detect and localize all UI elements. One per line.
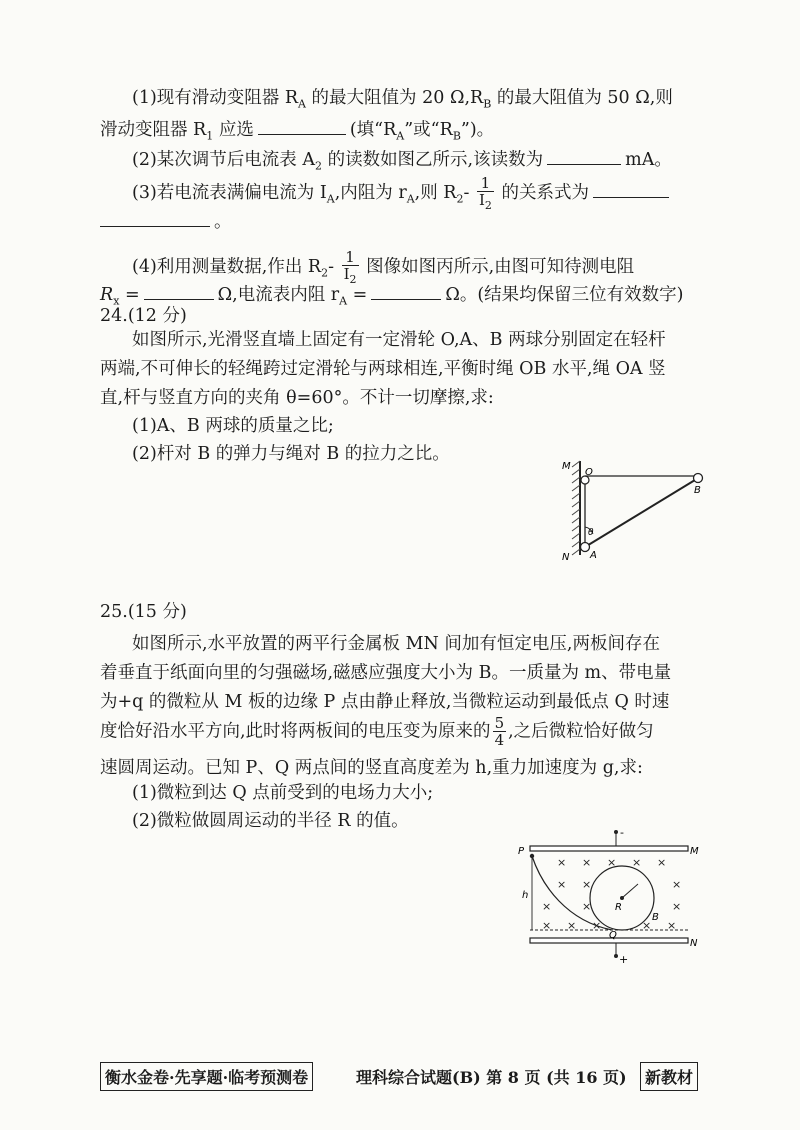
text: 的关系式为 <box>495 183 589 203</box>
num: 5 <box>494 714 505 732</box>
q23-part3-line2 <box>100 212 232 232</box>
q25-figure <box>512 826 712 966</box>
footer-series-label: 衡水金卷·先享题·临考预测卷 <box>100 1062 313 1091</box>
q25-text-line3: 为+q 的微粒从 M 板的边缘 P 点由静止释放,当微粒运动到最低点 Q 时速 <box>100 692 670 712</box>
label-b: B <box>694 485 701 496</box>
sub: A <box>298 97 306 111</box>
label-m: M <box>562 461 571 472</box>
q24-sub1: (1)A、B 两球的质量之比; <box>132 416 334 436</box>
text: ”)。 <box>460 120 495 140</box>
q24-text-line3: 直,杆与竖直方向的夹角 θ=60°。不计一切摩擦,求: <box>100 388 494 408</box>
cross: × <box>657 856 667 869</box>
text: 。 <box>214 212 232 232</box>
sub: x <box>113 294 120 308</box>
cross: × <box>557 856 567 869</box>
cross: × <box>672 900 682 913</box>
q25-text-line4 <box>100 716 654 748</box>
q23-part1-line2 <box>100 120 494 142</box>
sub: B <box>452 129 461 143</box>
q25-header: 25.(15 分) <box>100 602 187 622</box>
text: (2)某次调节后电流表 A <box>132 150 315 170</box>
cross: × <box>592 919 602 932</box>
text: Ω,电流表内阻 r <box>217 285 340 305</box>
cross: × <box>582 856 592 869</box>
cross: × <box>672 878 682 891</box>
ball-a <box>581 543 590 552</box>
text: 图像如图丙所示,由图可知待测电阻 <box>360 257 635 277</box>
sub: 2 <box>456 192 464 206</box>
plate-m <box>530 846 688 851</box>
sub: A <box>326 192 335 206</box>
cross: × <box>542 919 552 932</box>
text: (1)现有滑动变阻器 R <box>132 88 299 108</box>
terminal-bottom-dot <box>614 954 618 958</box>
text: I <box>478 191 485 209</box>
sub: A <box>406 192 415 206</box>
text: 应选 <box>213 120 254 140</box>
num: 1 <box>480 174 491 192</box>
q24-header: 24.(12 分) <box>100 306 187 326</box>
text: (4)利用测量数据,作出 R <box>132 257 322 277</box>
label-b2: B <box>652 912 659 923</box>
label-o: O <box>585 467 593 478</box>
cross: × <box>642 919 652 932</box>
fraction <box>342 250 359 285</box>
text: ,则 R <box>414 183 457 203</box>
text: - <box>463 183 475 203</box>
cross: × <box>667 919 677 932</box>
text: ,内阻为 r <box>334 183 407 203</box>
sub: 2 <box>484 199 492 212</box>
q25-text-line5: 速圆周运动。已知 P、Q 两点间的竖直高度差为 h,重力加速度为 g,求: <box>100 758 643 778</box>
q23-part4 <box>132 250 634 285</box>
answer-blank[interactable] <box>258 120 346 135</box>
ball-b <box>694 474 703 483</box>
text: ”或“R <box>404 120 453 140</box>
sub: B <box>483 97 492 111</box>
q24-figure <box>550 455 720 575</box>
label-p: P <box>518 846 525 857</box>
answer-blank[interactable] <box>547 150 621 165</box>
text: I <box>343 265 350 283</box>
den <box>342 265 359 285</box>
den <box>477 191 494 211</box>
sub: A <box>396 129 405 143</box>
sub: 2 <box>349 273 357 286</box>
answer-blank[interactable] <box>144 285 214 300</box>
text: (3)若电流表满偏电流为 I <box>132 183 327 203</box>
label-q: Q <box>609 930 617 941</box>
rod-ab <box>585 480 695 547</box>
text: ,之后微粒恰好做匀 <box>508 721 654 742</box>
text: (填“R <box>349 120 397 140</box>
cross: × <box>542 900 552 913</box>
label-a: A <box>590 550 597 561</box>
q24-text-line1: 如图所示,光滑竖直墙上固定有一定滑轮 O,A、B 两球分别固定在轻杆 <box>132 330 666 350</box>
label-n: N <box>562 552 570 563</box>
label-minus: - <box>620 826 624 839</box>
q24-sub2: (2)杆对 B 的弹力与绳对 B 的拉力之比。 <box>132 444 450 464</box>
cross: × <box>567 919 577 932</box>
label-m2: M <box>690 846 699 857</box>
q25-sub2: (2)微粒做圆周运动的半径 R 的值。 <box>132 811 409 831</box>
text: mA。 <box>625 150 672 170</box>
den: 4 <box>494 731 505 749</box>
cross: × <box>557 878 567 891</box>
sub: A <box>339 294 348 308</box>
text: 的最大阻值为 20 Ω,R <box>305 88 484 108</box>
text: 的最大阻值为 50 Ω,则 <box>491 88 673 108</box>
q23-part4-line2 <box>100 285 684 307</box>
footer-page-info: 理科综合试题(B) 第 8 页 (共 16 页) <box>356 1068 627 1087</box>
text: R <box>100 285 114 305</box>
radius-arrow <box>622 884 638 898</box>
label-theta: θ <box>588 528 594 538</box>
text: Ω。(结果均保留三位有效数字) <box>445 285 684 305</box>
magnetic-field-crosses <box>542 856 681 932</box>
q25-sub1: (1)微粒到达 Q 点前受到的电场力大小; <box>132 783 434 803</box>
text: = <box>347 285 368 305</box>
q25-text-line1: 如图所示,水平放置的两平行金属板 MN 间加有恒定电压,两板间存在 <box>132 634 660 654</box>
sub: 1 <box>206 129 214 143</box>
answer-blank[interactable] <box>593 183 669 198</box>
cross: × <box>607 856 617 869</box>
sub: 2 <box>321 266 329 280</box>
q23-part1-line1 <box>132 90 673 110</box>
footer-edition-badge: 新教材 <box>640 1062 698 1091</box>
label-h: h <box>522 890 529 901</box>
q23-part3 <box>132 176 669 211</box>
cross: × <box>582 878 592 891</box>
wall-hatch <box>572 461 580 555</box>
answer-blank[interactable] <box>100 212 210 227</box>
answer-blank[interactable] <box>371 285 441 300</box>
sub: 2 <box>315 159 322 173</box>
text: - <box>328 257 340 277</box>
label-n2: N <box>690 938 698 949</box>
cross: × <box>582 900 592 913</box>
text: 滑动变阻器 R <box>100 120 207 140</box>
text: = <box>119 285 140 305</box>
fraction <box>493 716 507 748</box>
text: 的读数如图乙所示,该读数为 <box>322 150 544 170</box>
fraction <box>477 176 494 211</box>
q24-text-line2: 两端,不可伸长的轻绳跨过定滑轮与两球相连,平衡时绳 OB 水平,绳 OA 竖 <box>100 359 666 379</box>
label-plus: + <box>619 953 629 966</box>
num: 1 <box>345 248 355 266</box>
label-r: R <box>615 902 622 913</box>
cross: × <box>632 856 642 869</box>
text: 度恰好沿水平方向,此时将两板间的电压变为原来的 <box>100 721 491 742</box>
q23-part2 <box>132 150 672 172</box>
terminal-top-dot <box>614 830 618 834</box>
q25-text-line2: 着垂直于纸面向里的匀强磁场,磁感应强度大小为 B。一质量为 m、带电量 <box>100 663 672 683</box>
